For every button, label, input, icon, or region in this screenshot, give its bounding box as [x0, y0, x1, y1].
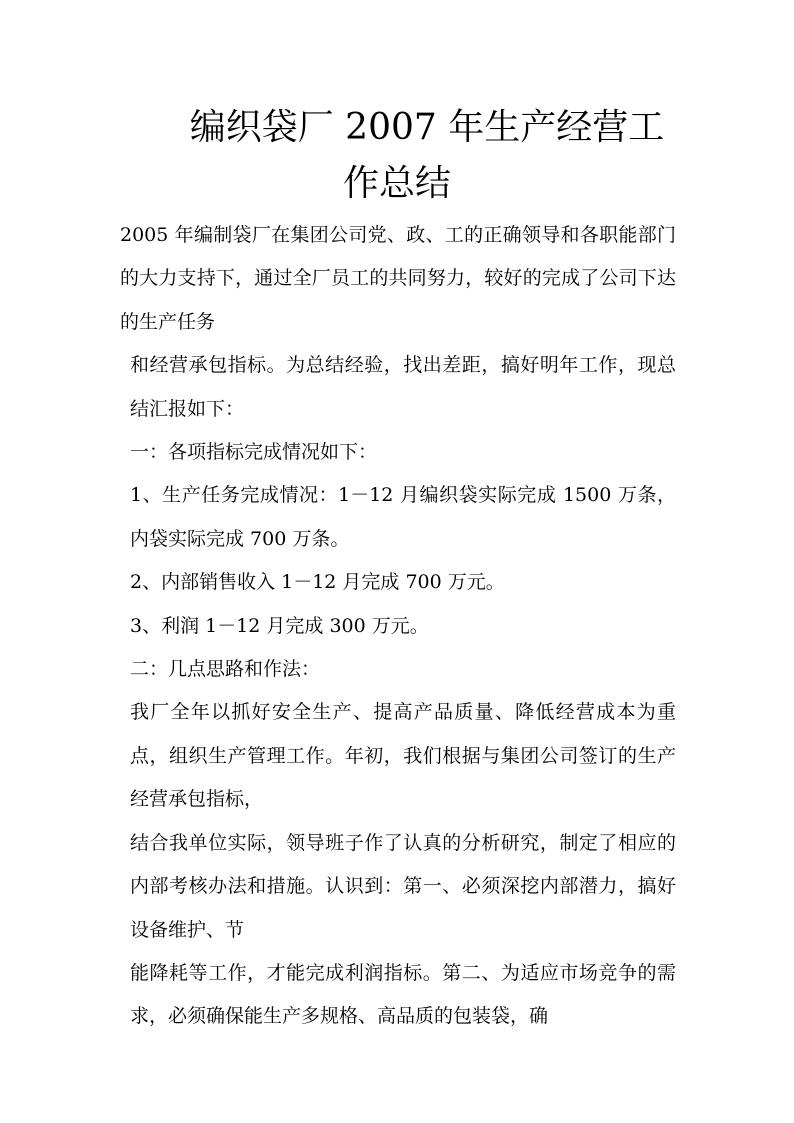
paragraph-item-3: 3、利润 1－12 月完成 300 万元。	[130, 614, 429, 637]
paragraph-item-1: 1、生产任务完成情况：1－12 月编织袋实际完成 1500 万条，内袋实际完成 700 万条。	[130, 484, 676, 550]
paragraph-approach-2: 结合我单位实际，领导班子作了认真的分析研究，制定了相应的内部考核办法和措施。认识到：第一、必须深挖内部潜力，搞好设备维护、节	[130, 831, 676, 941]
section-heading-2: 二：几点思路和作法：	[130, 658, 321, 681]
document-title	[120, 100, 674, 212]
paragraph-item-2: 2、内部销售收入 1－12 月完成 700 万元。	[130, 571, 505, 594]
paragraph-approach-1: 我厂全年以抓好安全生产、提高产品质量、降低经营成本为重点，组织生产管理工作。年初，我们根据与集团公司签订的生产经营承包指标，	[130, 701, 676, 811]
title-line-1: 编织袋厂 2007 年生产经营工	[189, 107, 665, 148]
paragraph-intro: 2005 年编制袋厂在集团公司党、政、工的正确领导和各职能部门的大力支持下，通过全厂员工的共同努力，较好的完成了公司下达的生产任务	[120, 224, 676, 333]
section-heading-1: 一：各项指标完成情况如下：	[130, 441, 378, 464]
paragraph-approach-3: 能降耗等工作，才能完成利润指标。第二、为适应市场竞争的需求，必须确保能生产多规格、高品质的包装袋，确	[130, 961, 676, 1028]
title-line-2: 作总结	[342, 163, 451, 204]
paragraph-intro-continued: 和经营承包指标。为总结经验，找出差距，搞好明年工作，现总结汇报如下：	[130, 354, 676, 420]
document-body	[120, 214, 676, 1039]
